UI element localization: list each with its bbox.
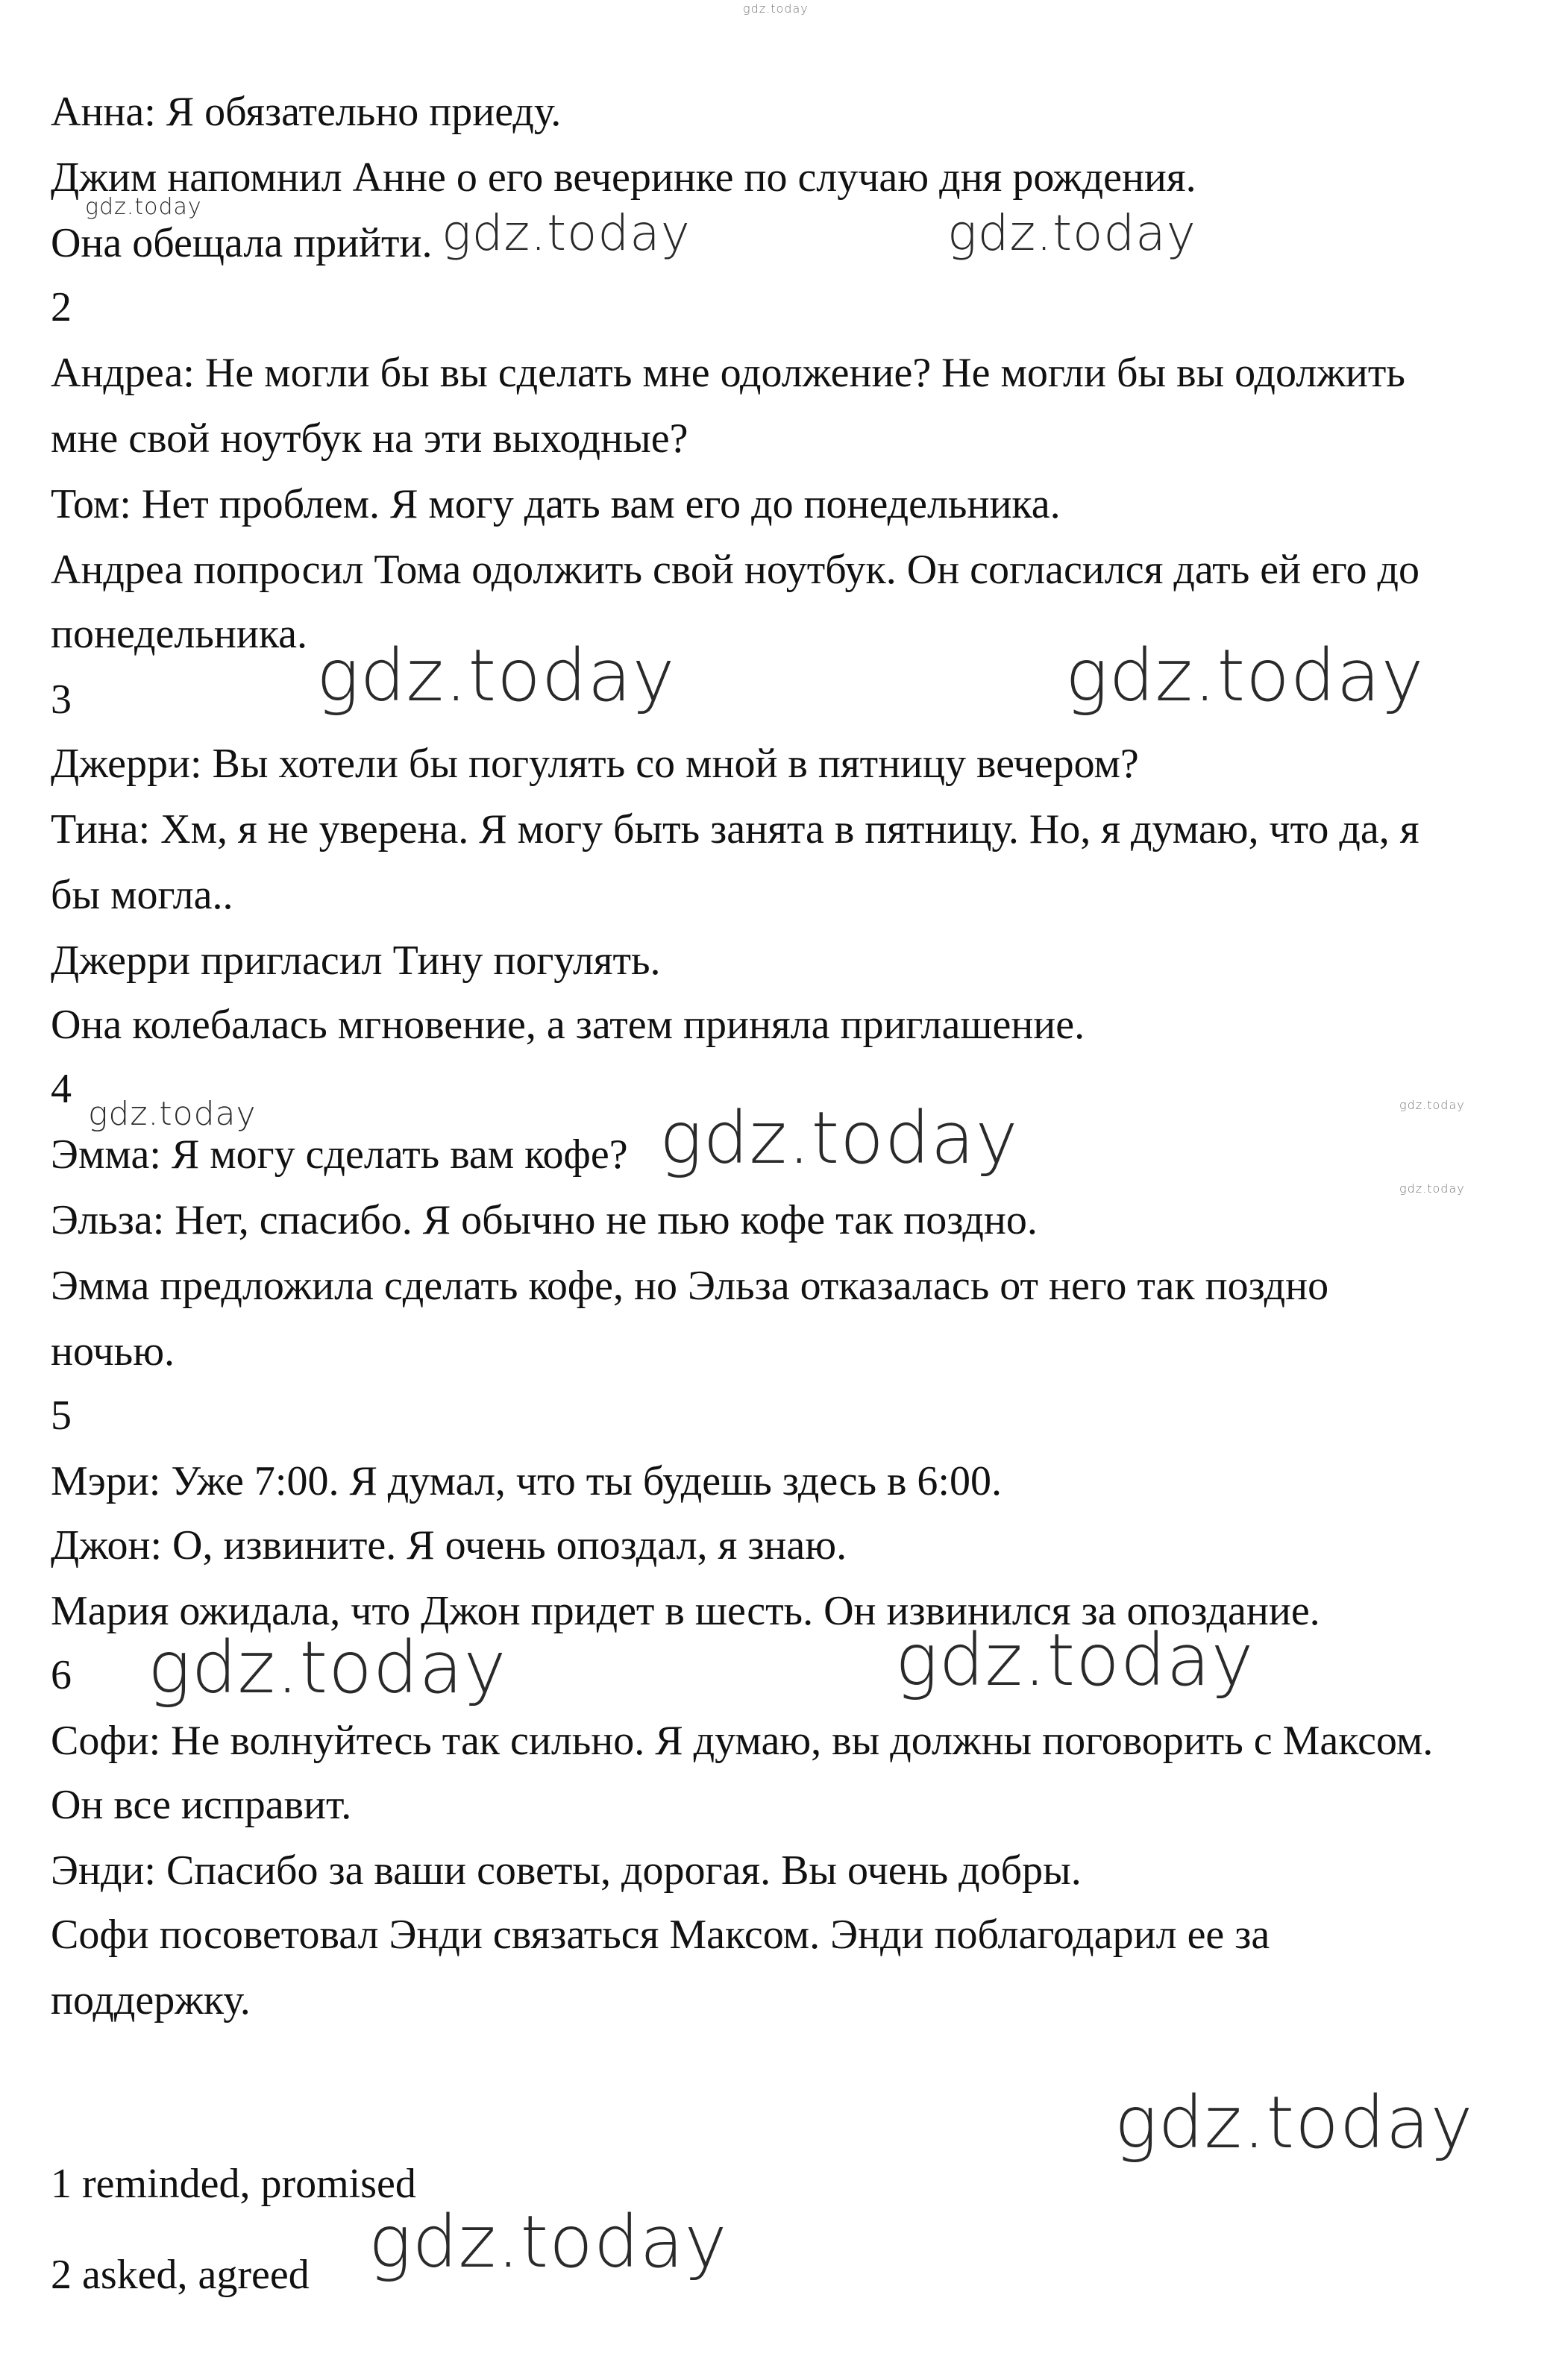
text-line: Джим напомнил Анне о его вечеринке по случаю дня рождения.: [51, 154, 1196, 201]
text-line: Андреа попросил Тома одолжить свой ноутбук. Он согласился дать ей его до: [51, 547, 1419, 593]
section-number: 5: [51, 1392, 72, 1439]
text-line: Эмма: Я могу сделать вам кофе?: [51, 1131, 628, 1178]
watermark: gdz.today: [148, 1626, 507, 1709]
text-line: Джон: О, извините. Я очень опоздал, я знаю.: [51, 1522, 847, 1569]
text-line: ночью.: [51, 1328, 175, 1375]
text-line: поддержку.: [51, 1977, 251, 2023]
text-line: Джерри: Вы хотели бы погулять со мной в пятницу вечером?: [51, 741, 1139, 787]
text-line: Мария ожидала, что Джон придет в шесть. Он извинился за опоздание.: [51, 1588, 1320, 1634]
watermark: gdz.today: [316, 634, 676, 718]
text-line: понедельника.: [51, 611, 308, 657]
watermark: gdz.today: [1399, 1181, 1465, 1196]
text-line: Софи: Не волнуйтесь так сильно. Я думаю, вы должны поговорить с Максом.: [51, 1718, 1434, 1764]
watermark: gdz.today: [1399, 1098, 1465, 1112]
text-line: Мэри: Уже 7:00. Я думал, что ты будешь здесь в 6:00.: [51, 1458, 1002, 1504]
text-line: Энди: Спасибо за ваши советы, дорогая. Вы очень добры.: [51, 1847, 1082, 1894]
section-number: 4: [51, 1066, 72, 1112]
text-line: мне свой ноутбук на эти выходные?: [51, 415, 688, 462]
section-number: 3: [51, 676, 72, 723]
watermark: gdz.today: [743, 1, 809, 16]
text-line: Она обещала прийти.: [51, 220, 433, 266]
text-line: Анна: Я обязательно приеду.: [51, 89, 562, 135]
answer-line: 2 asked, agreed: [51, 2252, 310, 2298]
section-number: 2: [51, 284, 72, 330]
text-line: Он все исправит.: [51, 1782, 352, 1828]
text-line: Софи посоветовал Энди связаться Максом. Энди поблагодарил ее за: [51, 1912, 1270, 1958]
text-line: Эльза: Нет, спасибо. Я обычно не пью кофе так поздно.: [51, 1197, 1038, 1243]
answer-line: 1 reminded, promised: [51, 2161, 416, 2207]
text-line: Тина: Хм, я не уверена. Я могу быть занята в пятницу. Но, я думаю, что да, я: [51, 806, 1419, 853]
text-line: Эмма предложила сделать кофе, но Эльза отказалась от него так поздно: [51, 1263, 1329, 1309]
text-line: Андреа: Не могли бы вы сделать мне одолжение? Не могли бы вы одолжить: [51, 350, 1405, 396]
watermark: gdz.today: [85, 194, 202, 220]
watermark: gdz.today: [368, 2200, 728, 2284]
watermark: gdz.today: [1065, 634, 1425, 718]
section-number: 6: [51, 1652, 72, 1698]
watermark: gdz.today: [895, 1618, 1255, 1702]
watermark: gdz.today: [659, 1096, 1019, 1180]
text-line: Том: Нет проблем. Я могу дать вам его до понедельника.: [51, 481, 1061, 527]
text-line: Она колебалась мгновение, а затем приняла приглашение.: [51, 1002, 1085, 1048]
watermark: gdz.today: [947, 204, 1196, 262]
text-line: бы могла..: [51, 872, 233, 918]
watermark: gdz.today: [1114, 2081, 1474, 2164]
watermark: gdz.today: [88, 1095, 257, 1133]
text-line: Джерри пригласил Тину погулять.: [51, 938, 661, 984]
watermark: gdz.today: [442, 204, 691, 262]
